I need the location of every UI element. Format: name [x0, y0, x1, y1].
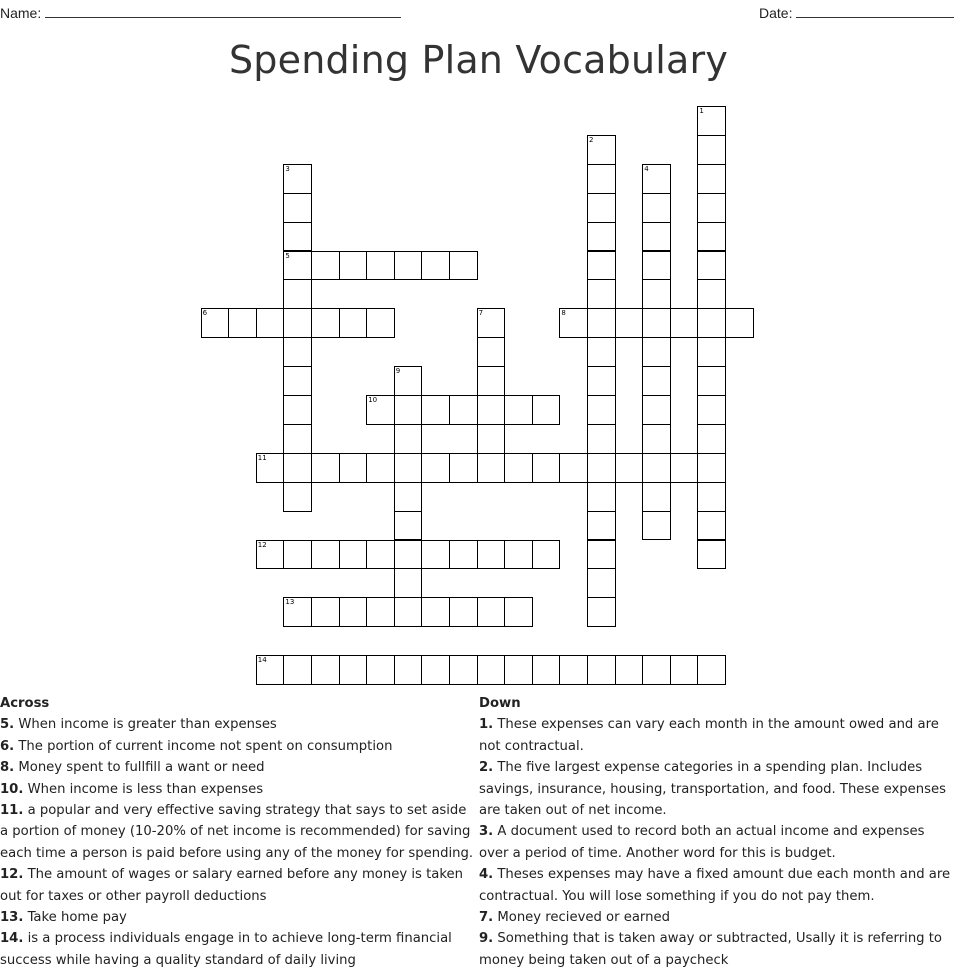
across-clue	[0, 907, 476, 928]
grid-cell[interactable]	[256, 540, 285, 570]
grid-cell[interactable]	[366, 453, 395, 483]
down-clues	[479, 693, 955, 971]
cell-number: 7	[478, 309, 484, 318]
grid-cell[interactable]	[477, 366, 506, 396]
grid-cell[interactable]	[587, 135, 616, 165]
clue-number: 7.	[479, 910, 494, 926]
grid-cell[interactable]	[559, 655, 588, 685]
grid-cell[interactable]	[642, 337, 671, 367]
across-clue	[0, 757, 476, 778]
grid-cell[interactable]	[697, 279, 726, 309]
grid-cell[interactable]	[587, 424, 616, 454]
grid-cell[interactable]	[477, 655, 506, 685]
grid-cell[interactable]	[559, 453, 588, 483]
grid-cell[interactable]	[394, 482, 423, 512]
clue-number: 8.	[0, 760, 15, 776]
grid-cell[interactable]	[587, 453, 616, 483]
grid-cell[interactable]	[256, 453, 285, 483]
grid-cell[interactable]	[283, 655, 312, 685]
down-clue	[479, 864, 955, 907]
grid-cell[interactable]	[421, 597, 450, 627]
clue-number: 3.	[479, 824, 494, 840]
grid-cell[interactable]	[697, 482, 726, 512]
grid-cell[interactable]	[615, 655, 644, 685]
grid-cell[interactable]	[642, 193, 671, 223]
clue-text: a popular and very effective saving strategy that says to set aside a portion of money (10-20% of net income is recommended) for saving each time a person is paid before using any of the money for spending.	[0, 803, 474, 861]
grid-cell[interactable]	[394, 597, 423, 627]
grid-cell[interactable]	[477, 308, 506, 338]
grid-cell[interactable]	[311, 453, 340, 483]
grid-cell[interactable]	[339, 453, 368, 483]
grid-cell[interactable]	[532, 453, 561, 483]
cell-number: 5	[285, 251, 290, 260]
grid-cell[interactable]	[311, 308, 340, 338]
grid-cell[interactable]	[587, 308, 616, 338]
grid-cell[interactable]	[449, 655, 478, 685]
down-clue	[479, 821, 955, 864]
clue-number: 9.	[479, 931, 494, 947]
grid-cell[interactable]	[477, 540, 506, 570]
clue-text: is a process individuals engage in to achieve long-term financial success while having a quality standard of daily living	[0, 931, 452, 968]
grid-cell[interactable]	[642, 251, 671, 281]
grid-cell[interactable]	[421, 453, 450, 483]
down-clue	[479, 928, 955, 971]
grid-cell[interactable]	[697, 366, 726, 396]
grid-cell[interactable]	[477, 597, 506, 627]
cell-number: 6	[202, 309, 208, 318]
down-heading: Down	[479, 696, 521, 711]
grid-cell[interactable]	[311, 655, 340, 685]
grid-cell[interactable]	[283, 424, 312, 454]
grid-cell[interactable]	[615, 453, 644, 483]
grid-cell[interactable]	[697, 337, 726, 367]
grid-cell[interactable]	[697, 308, 726, 338]
name-label: Name:	[0, 5, 42, 21]
grid-cell[interactable]	[477, 337, 506, 367]
clue-text: When income is greater than expenses	[14, 717, 277, 733]
clue-number: 6.	[0, 738, 15, 754]
grid-cell[interactable]	[421, 395, 450, 425]
down-clue	[479, 907, 955, 928]
cell-number: 2	[589, 135, 594, 144]
grid-cell[interactable]	[725, 308, 754, 338]
grid-cell[interactable]	[587, 337, 616, 367]
grid-cell[interactable]	[697, 540, 726, 570]
grid-cell[interactable]	[587, 655, 616, 685]
grid-cell[interactable]	[587, 540, 616, 570]
grid-cell[interactable]	[339, 655, 368, 685]
across-clue	[0, 736, 476, 757]
clue-number: 13.	[0, 910, 24, 926]
grid-cell[interactable]	[642, 424, 671, 454]
grid-cell[interactable]	[339, 251, 368, 281]
grid-cell[interactable]	[283, 337, 312, 367]
grid-cell[interactable]	[532, 395, 561, 425]
grid-cell[interactable]	[587, 164, 616, 194]
grid-cell[interactable]	[670, 308, 699, 338]
grid-cell[interactable]	[642, 511, 671, 541]
grid-cell[interactable]	[339, 597, 368, 627]
across-clues	[0, 693, 476, 971]
grid-cell[interactable]	[587, 366, 616, 396]
clue-text: Theses expenses may have a fixed amount due each month and are contractual. You will lose something if you do not pay them.	[479, 867, 951, 904]
grid-cell[interactable]	[449, 540, 478, 570]
clue-text: Money spent to fullfill a want or need	[14, 760, 265, 776]
cell-number: 14	[257, 656, 267, 665]
grid-cell[interactable]	[366, 655, 395, 685]
clue-text: These expenses can vary each month in the amount owed and are not contractual.	[479, 717, 939, 754]
grid-cell[interactable]	[366, 540, 395, 570]
clue-number: 4.	[479, 867, 494, 883]
grid-cell[interactable]	[394, 511, 423, 541]
grid-cell[interactable]	[283, 453, 312, 483]
down-list	[479, 714, 955, 971]
across-clue	[0, 714, 476, 735]
grid-cell[interactable]	[421, 655, 450, 685]
grid-cell[interactable]	[283, 279, 312, 309]
grid-cell[interactable]	[504, 395, 533, 425]
grid-cell[interactable]	[283, 222, 312, 252]
across-clue	[0, 779, 476, 800]
grid-cell[interactable]	[283, 193, 312, 223]
grid-cell[interactable]	[394, 424, 423, 454]
clue-text: The five largest expense categories in a spending plan. Includes savings, insurance, housing, transportation, and food. These expenses are taken out of net income.	[479, 760, 946, 819]
grid-cell[interactable]	[283, 164, 312, 194]
cell-number: 11	[257, 453, 267, 462]
grid-cell[interactable]	[642, 164, 671, 194]
grid-cell[interactable]	[366, 308, 395, 338]
grid-cell[interactable]	[394, 540, 423, 570]
grid-cell[interactable]	[697, 453, 726, 483]
grid-cell[interactable]	[394, 395, 423, 425]
grid-cell[interactable]	[642, 222, 671, 252]
grid-cell[interactable]	[697, 655, 726, 685]
grid-cell[interactable]	[587, 222, 616, 252]
clue-number: 12.	[0, 867, 24, 883]
grid-cell[interactable]	[228, 308, 257, 338]
grid-cell[interactable]	[366, 251, 395, 281]
grid-cell[interactable]	[394, 568, 423, 598]
cell-number: 9	[395, 367, 401, 376]
cell-number: 3	[285, 164, 290, 173]
grid-cell[interactable]	[283, 308, 312, 338]
grid-cell[interactable]	[283, 540, 312, 570]
grid-cell[interactable]	[670, 453, 699, 483]
grid-cell[interactable]	[283, 395, 312, 425]
grid-cell[interactable]	[697, 106, 726, 136]
across-heading: Across	[0, 696, 50, 711]
cell-number: 8	[561, 309, 566, 318]
grid-cell[interactable]	[421, 251, 450, 281]
grid-cell[interactable]	[504, 597, 533, 627]
across-clue	[0, 864, 476, 907]
grid-cell[interactable]	[283, 366, 312, 396]
grid-cell[interactable]	[559, 308, 588, 338]
grid-cell[interactable]	[283, 482, 312, 512]
grid-cell[interactable]	[394, 655, 423, 685]
across-list	[0, 714, 476, 971]
grid-cell[interactable]	[477, 424, 506, 454]
grid-cell[interactable]	[311, 540, 340, 570]
cell-number: 10	[368, 396, 378, 404]
grid-cell[interactable]	[449, 453, 478, 483]
cell-number: 13	[285, 598, 295, 607]
grid-cell[interactable]	[587, 193, 616, 223]
grid-cell[interactable]	[697, 511, 726, 541]
grid-cell[interactable]	[421, 540, 450, 570]
grid-cell[interactable]	[587, 482, 616, 512]
cell-number: 1	[699, 107, 704, 115]
grid-cell[interactable]	[697, 135, 726, 165]
grid-cell[interactable]	[366, 395, 395, 425]
grid-cell[interactable]	[697, 251, 726, 281]
grid-cell[interactable]	[587, 568, 616, 598]
clue-text: Something that is taken away or subtracted, Usally it is referring to money being taken out of a paycheck	[479, 931, 942, 968]
across-clue	[0, 800, 476, 864]
clue-text: A document used to record both an actual income and expenses over a period of time. Another word for this is budget.	[479, 824, 925, 861]
grid-cell[interactable]	[504, 655, 533, 685]
grid-cell[interactable]	[283, 597, 312, 627]
grid-cell[interactable]	[256, 308, 285, 338]
clue-number: 10.	[0, 781, 24, 797]
grid-cell[interactable]	[642, 655, 671, 685]
across-clue	[0, 928, 476, 971]
cell-number: 12	[257, 540, 267, 549]
grid-cell[interactable]	[394, 453, 423, 483]
grid-cell[interactable]	[339, 540, 368, 570]
clue-number: 11.	[0, 803, 24, 819]
clue-text: The portion of current income not spent on consumption	[14, 738, 393, 754]
grid-cell[interactable]	[697, 395, 726, 425]
grid-cell[interactable]	[504, 540, 533, 570]
grid-cell[interactable]	[477, 453, 506, 483]
clue-text: When income is less than expenses	[23, 781, 264, 797]
grid-cell[interactable]	[256, 655, 285, 685]
clue-number: 14.	[0, 931, 24, 947]
down-clue	[479, 714, 955, 757]
grid-cell[interactable]	[587, 279, 616, 309]
grid-cell[interactable]	[615, 308, 644, 338]
grid-cell[interactable]	[311, 251, 340, 281]
grid-cell[interactable]	[587, 597, 616, 627]
grid-cell[interactable]	[697, 164, 726, 194]
grid-cell[interactable]	[642, 482, 671, 512]
cell-number: 4	[644, 164, 649, 173]
date-label: Date:	[759, 5, 793, 21]
grid-cell[interactable]	[697, 222, 726, 252]
clue-text: Take home pay	[23, 910, 127, 926]
grid-cell[interactable]	[366, 597, 395, 627]
grid-cell[interactable]	[201, 308, 230, 338]
grid-cell[interactable]	[283, 251, 312, 281]
clue-number: 1.	[479, 717, 494, 733]
clue-text: The amount of wages or salary earned before any money is taken out for taxes or other payroll deductions	[0, 867, 463, 904]
grid-cell[interactable]	[449, 251, 478, 281]
grid-cell[interactable]	[697, 193, 726, 223]
clue-number: 5.	[0, 717, 15, 733]
grid-cell[interactable]	[477, 395, 506, 425]
clue-text: Money recieved or earned	[493, 910, 670, 926]
grid-cell[interactable]	[587, 511, 616, 541]
grid-cell[interactable]	[587, 395, 616, 425]
grid-cell[interactable]	[670, 655, 699, 685]
grid-cell[interactable]	[642, 453, 671, 483]
grid-cell[interactable]	[642, 279, 671, 309]
grid-cell[interactable]	[449, 597, 478, 627]
grid-cell[interactable]	[311, 597, 340, 627]
grid-cell[interactable]	[532, 655, 561, 685]
grid-cell[interactable]	[587, 251, 616, 281]
grid-cell[interactable]	[532, 540, 561, 570]
grid-cell[interactable]	[339, 308, 368, 338]
grid-cell[interactable]	[697, 424, 726, 454]
grid-cell[interactable]	[394, 251, 423, 281]
grid-cell[interactable]	[642, 366, 671, 396]
clue-number: 2.	[479, 760, 494, 776]
grid-cell[interactable]	[394, 366, 423, 396]
grid-cell[interactable]	[504, 453, 533, 483]
down-clue	[479, 757, 955, 821]
grid-cell[interactable]	[642, 395, 671, 425]
grid-cell[interactable]	[642, 308, 671, 338]
page-title: Spending Plan Vocabulary	[228, 38, 729, 82]
grid-cell[interactable]	[449, 395, 478, 425]
